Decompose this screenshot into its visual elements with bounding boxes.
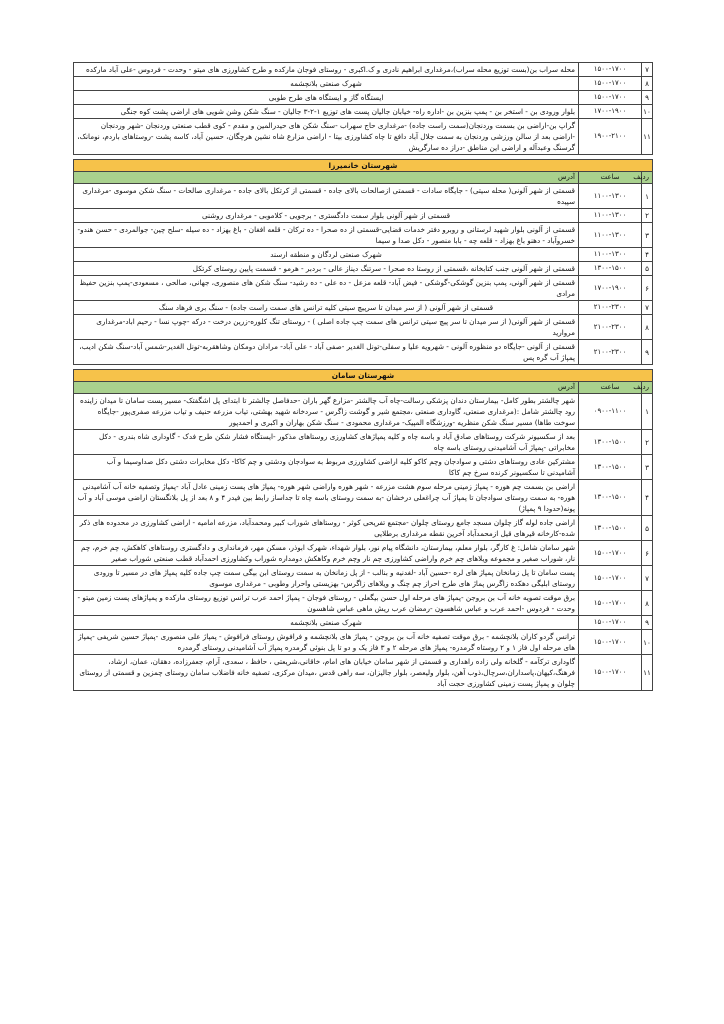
outage-schedule-table [73,62,653,691]
outage-time: ۱۵۰۰-۱۷۰۰ [579,591,642,616]
row-number: ۱۰ [642,630,653,655]
schedule-row [74,430,653,455]
time-header: ساعت [579,172,642,184]
county-header-row [74,370,653,382]
outage-address: شهرک صنعتی لردگان و منطقه ارسند [74,248,579,262]
county-header-row [74,160,653,172]
outage-address: برق موقت تصویه خانه آب بن بروجن -پمپاژ های مرحله اول حسن بیگعلی - روستای فوجان - پمپاژ احمد عرب ترانس توزیع روستای مارکده و پمپاژهای پست زمین میتو - وحدت - فردوس -احمد عرب و عباس شاهسون -رمضان عرب ریش ماهی عباس شاهسون [74,591,579,616]
outage-time: ۱۵۰۰-۱۷۰۰ [579,616,642,630]
row-number: ۶ [642,276,653,301]
county-title: شهرستان خانمیرزا [74,160,653,172]
schedule-row [74,655,653,691]
outage-time: ۱۱۰۰-۱۳۰۰ [579,248,642,262]
outage-time: ۱۵۰۰-۱۷۰۰ [579,566,642,591]
row-number: ۵ [642,516,653,541]
outage-time: ۲۱۰۰-۲۳۰۰ [579,301,642,315]
row-number: ۹ [642,616,653,630]
schedule-row [74,91,653,105]
schedule-row [74,591,653,616]
row-number: ۷ [642,301,653,315]
row-number: ۹ [642,91,653,105]
outage-address: ایستگاه گاز و ایستگاه های طرح طوبی [74,91,579,105]
row-number: ۶ [642,541,653,566]
outage-time: ۰۹۰۰-۱۱۰۰ [579,394,642,430]
outage-address: محله سراب بن(بست توزیع محله سراب)،مرغداری ابراهیم نادری و ک.اکبری - روستای فوجان ماركده و طرح کشاورزی های میتو - وحدت - فردوس -علی آباد ماركده [74,63,579,77]
outage-address: ترانس گردو کاران بلانچشمه - برق موقت تصفیه خانه آب بن بروجن - پمپاژ های بلانچشمه و فرافوش روستای فرافوش - پمپاژ علی منصوری -پمپاژ حسین شریفی -پمپاژ های مرحله اول فاز ۱ و ۲ روستاه گرمدره- پمپاژ های مرحله ۲ و ۳ فاز یک و دو تا پل بنوئی گرمدره پمپاژ آب آشامیدنی روستای گرمدره [74,630,579,655]
schedule-row [74,184,653,209]
outage-time: ۱۷۰۰-۱۹۰۰ [579,276,642,301]
schedule-row [74,223,653,248]
row-number: ۳ [642,223,653,248]
outage-time: ۱۵۰۰-۱۷۰۰ [579,77,642,91]
outage-time: ۱۵۰۰-۱۷۰۰ [579,91,642,105]
row-number: ۸ [642,77,653,91]
row-number: ۹ [642,340,653,365]
outage-time: ۲۱۰۰-۲۳۰۰ [579,340,642,365]
row-number-header: ردیف [642,172,653,184]
row-number: ۵ [642,262,653,276]
schedule-row [74,516,653,541]
row-number: ۱ [642,394,653,430]
schedule-row [74,105,653,119]
schedule-row [74,630,653,655]
outage-time: ۱۵۰۰-۱۷۰۰ [579,630,642,655]
schedule-row [74,209,653,223]
outage-address: اراضی جاده لوله گاز چلوان مسجد جامع روستای چلوان -مجتمع تفریحی کوثر - روستاهای شوراب کبیر ومحمدآباد، مزرعه امامیه - اراضی کشاورزی در محدوده های ذکر شده-کارخانه قیرهای قیل ازمحمدآباد آخرین نقطه مرغداری برطلایی [74,516,579,541]
outage-address: گاوداری ترکآمه - گلخانه ولی زاده راهداری و قسمتی از شهر سامان خیابان های امام، خاقانی،شریعتی ، حافظ ، سعدی، آرام، جعفرزاده، دهقان، عمان، ارشاد، فرهنگ،کیهان،پاسداران،سرچال،ذوب آهن، بلوار ولیعصر، بلوار جالیزان، سه راهی قدس ،میدان مرکزی، تصفیه خانه فاضلاب سامان روستای چمزین و قسمتی از روستای چلوان و پمپاژ پست زمینی کشاورزی حجت آباد [74,655,579,691]
outage-address: گراپ بن-اراضی بن بسمت وردنجان(سمت راست جاده) -مرغداری حاج سهراب -سنگ شکن های حیدرالمین و مقدم - کوی قطب صنعتی وردنجان -شهر وردنجان -اراضی بعد از سالن ورزشی وردنجان به سمت جلال آباد دافع تا چاه کشاورزی بیتا - اراضی مزارع شاه نشین هرچگان، حسین آباد، کاسه پشت -روستاهای باردم، نومانک، گرسنگ وعبدآله و اراضی این مناطق -دراز ده سارگریش [74,119,579,155]
outage-address: شهرک صنعتی بلانچشمه [74,616,579,630]
schedule-row [74,63,653,77]
outage-schedule-body [74,63,653,691]
row-number: ۱۱ [642,655,653,691]
outage-address: شهر چالشتر بطور کامل- بیمارستان دندان پزشکی رسالت-چاه آب چالشتر -مزارع گهر باران -حدفاصل چالشتر تا ابتدای پل اشگفتک- مسیر پست سامان تا میدان زاینده رود چالشتر شامل :(مرغداری صنعتی، گاوداری صنعتی ،مجتمع شیر و گوشت زاگرس - سردخانه شهید بهشتی، تیاب مزرعه حنیف و تیاب مزرعه صفری‌پور -جایگاه سوخت طاها) مسیر سنگ شکن منظریه -ورزشگاه المپیک- مرغداری محمودی - سنگ شکن بهاران و اکبری و احمدپور [74,394,579,430]
outage-time: ۱۳۰۰-۱۵۰۰ [579,480,642,516]
row-number: ۸ [642,591,653,616]
column-header-row [74,382,653,394]
outage-time: ۱۹۰۰-۲۱۰۰ [579,119,642,155]
schedule-row [74,119,653,155]
row-number: ۸ [642,315,653,340]
outage-address: بعد از سکسیونر شرکت روستاهای صادق آباد و باسه چاه و کلیه پمپاژهای کشاورزی روستاهای مذکور -ایستگاه فشار شکن طرح فدک - گاوداری شاه بندری - دکل مخابراتی -پمپاژ آب آشامیدنی روستای باسه چاه [74,430,579,455]
schedule-row [74,262,653,276]
outage-time: ۱۳۰۰-۱۵۰۰ [579,262,642,276]
schedule-row [74,541,653,566]
outage-time: ۱۳۰۰-۱۵۰۰ [579,455,642,480]
outage-address: قسمتی از شهر آلونی ( از سر میدان تا سرپیچ سیتی کلیه ترانس های سمت راست جاده) - سنگ بری فرهاد سنگ [74,301,579,315]
outage-time: ۱۳۰۰-۱۵۰۰ [579,516,642,541]
time-header: ساعت [579,382,642,394]
outage-address: قسمتی از آلونی -جایگاه دو منظوره آلونی - شهرویه علیا و سفلی-تونل الغدیر -صفی آباد - علی آباد- مرادان دومکان وشاهقربه-تونل الغدیر-شمس آباد-سنگ شکن ادیب، پمپاژ آب گره پس [74,340,579,365]
schedule-row [74,394,653,430]
outage-address: قسمتی از شهر آلونی( از سر میدان تا سر پیچ سیتی ترانس های سمت چپ جاده اصلی ) - روستای تنگ کلوره-زرین درخت - درکه -چوپ نسا - رحیم اباد-مرغداری مروارید [74,315,579,340]
row-number: ۷ [642,63,653,77]
outage-address: مشترکین عادی روستاهای دشتی و سوادجان وچم کاکو کلیه اراضی کشاورزی مربوط به سوادجان ودشتی و چم کاکا- دکل مخابرات دشتی دکل صداوسیما و آب آشامیدنی تا سکسیونر کرنده سرخ چم کاکا [74,455,579,480]
schedule-row [74,77,653,91]
address-header: آدرس [74,382,579,394]
schedule-row [74,616,653,630]
row-number: ۴ [642,248,653,262]
row-number: ۳ [642,455,653,480]
schedule-row [74,248,653,262]
outage-time: ۱۷۰۰-۱۹۰۰ [579,105,642,119]
row-number: ۷ [642,566,653,591]
outage-time: ۱۵۰۰-۱۷۰۰ [579,541,642,566]
outage-schedule-page [73,62,653,691]
outage-time: ۱۱۰۰-۱۳۰۰ [579,209,642,223]
outage-time: ۱۳۰۰-۱۵۰۰ [579,430,642,455]
outage-address: قسمتی از آلونی بلوار شهید لرستانی و روبرو دفتر خدمات قضایی-قسمتی از ده صحرا - ده ترکان - قلعه افغان - باغ بهزاد - ده سیله -سلح چین- جوالمردی - حسن هندو- خسروآباد - دهنو باغ بهزاد - قلعه چه - بابا منصور - دکل صدا و سیما [74,223,579,248]
outage-address: بلوار ورودی بن - استخر بن - پمپ بنزین بن -اداره راه- خیابان جالیان پست های توزیع ۱-۲-۳ جالیان - سنگ شکن وشن شویی های اراضی پشت کوه جنگی [74,105,579,119]
outage-time: ۱۱۰۰-۱۳۰۰ [579,223,642,248]
outage-address: اراضی بن بسمت چم هوره - پمپاژ زمینی مرحله سوم هشت مزرعه - شهر هوره واراضی شهر هوره- پمپاژ های پست زمینی عادل آباد -پمپاژ وتصفیه خانه آب آشامیدنی هوره- به سمت روستای سوادجان تا پمپاژ آب چراغعلی درخشان -به سمت روستای باسه چاه تا جداساز رابط بین فیدر ۴ و ۸ بعد از پل بلانگستان اراضی موسی آباد و آب پونه(حدودا ۹ پمپاژ) [74,480,579,516]
outage-address: قسمتی از شهر آلونی، پمپ بنزین گوشکی-گوشکی - فیض آباد- قلعه مزعل - ده علی - ده رشید- سنگ شکن های منصوری، جهانی، صالحی ، مسعودی-پمپ بنزین حفیظ مرادی [74,276,579,301]
row-number: ۲ [642,209,653,223]
row-number: ۱۱ [642,119,653,155]
outage-time: ۱۱۰۰-۱۳۰۰ [579,184,642,209]
schedule-row [74,276,653,301]
row-number: ۱۰ [642,105,653,119]
outage-address: قسمتی از شهر آلونی بلوار سمت دادگستری - برجویی - کلاموبی - مرغداری روشنی [74,209,579,223]
row-number: ۲ [642,430,653,455]
column-header-row [74,172,653,184]
outage-time: ۱۵۰۰-۱۷۰۰ [579,655,642,691]
outage-address: شهرک صنعتی بلانچشمه [74,77,579,91]
schedule-row [74,340,653,365]
schedule-row [74,315,653,340]
outage-time: ۱۵۰۰-۱۷۰۰ [579,63,642,77]
county-title: شهرستان سامان [74,370,653,382]
outage-address: قسمتی از شهر آلونی( محله سیتی) - جایگاه سادات - قسمتی ازصالحات بالای جاده - قسمتی از کرتکل بالای جاده - مرغداری صالحات - سنگ شکن موسوی -مرغداری سپیده [74,184,579,209]
schedule-row [74,566,653,591]
outage-time: ۲۱۰۰-۲۳۰۰ [579,315,642,340]
outage-address: قسمتی از شهر آلونی جنب کتابخانه ،قسمتی از روستا ده صحرا - سرتنگ دیناز عالی - بردبر - هرمو - قسمت پایین روستای کرتکل [74,262,579,276]
row-number: ۴ [642,480,653,516]
address-header: آدرس [74,172,579,184]
row-number-header: ردیف [642,382,653,394]
schedule-row [74,480,653,516]
outage-address: شهر سامان شامل: غ کارگر، بلوار معلم، بیمارستان، دانشگاه پیام نور، بلوار شهداء، شهرک ابوذر، مسکن مهر، فرمانداری و دادگستری روستاهای کاهکش، چم خرم، چم نار، شوراب صغیر و مجموعه ویلاهای چم خرم واراضی کشاورزی چم نار وچم خرم وکاهکش دومداره شوراب وکشاورزی احمدآباد قطب صنعتی شوراب صغیر [74,541,579,566]
schedule-row [74,455,653,480]
outage-address: پست سامان تا پل زمانخان پمپاژ های لره -حسین آباد -لغدنیه و بنالب - از پل زمانخان به سمت روستای ابن بیگی سمت چپ جاده کلیه پمپاژ های در مسیر تا ورودی روستای ابلیگی دهکده زاگرس پماژ های طرح احراز چم چنگ و ویلاهای زاگرس- بهزیستی واحرار وطوبی - مرغداری موسوی [74,566,579,591]
schedule-row [74,301,653,315]
row-number: ۱ [642,184,653,209]
